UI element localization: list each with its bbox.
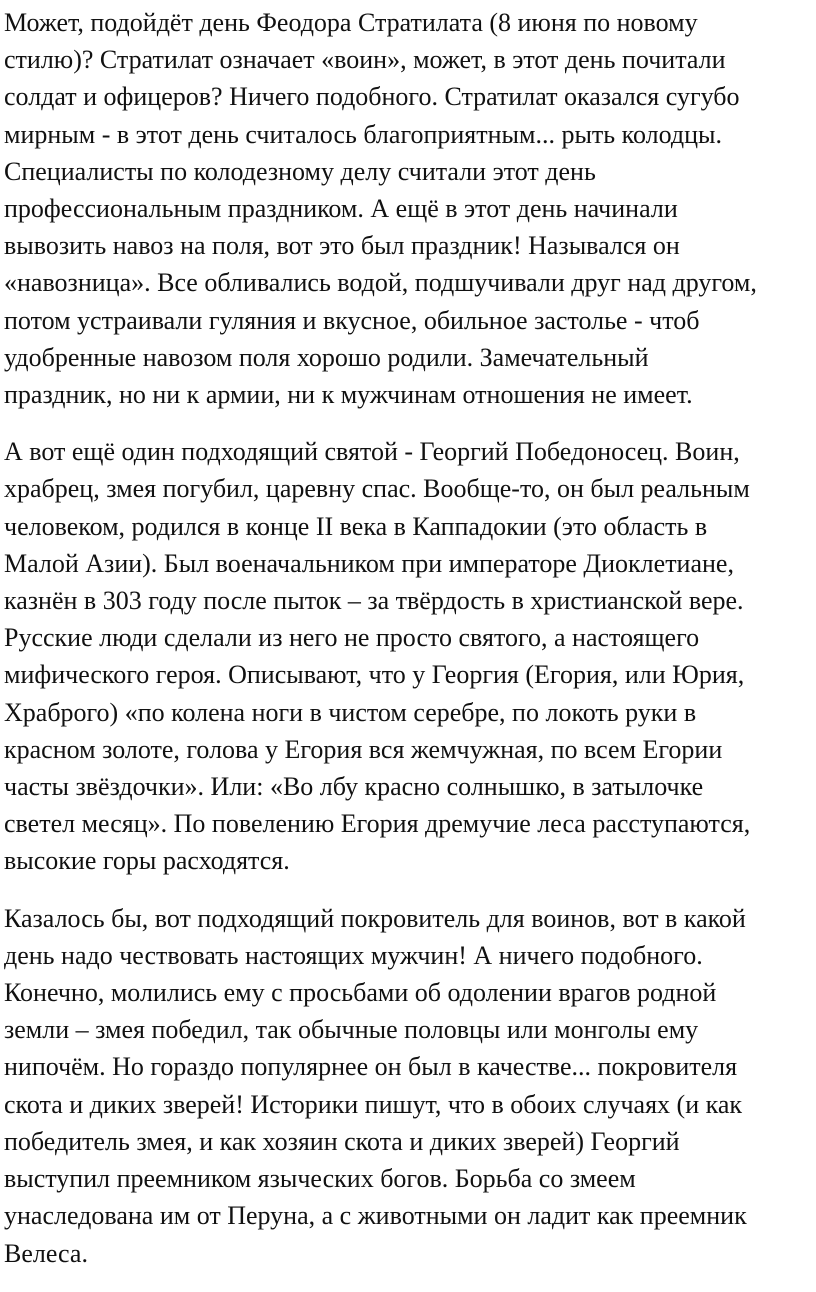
text-line: удобренные навозом поля хорошо родили. Замечательный bbox=[4, 342, 649, 372]
text-line: стилю)? Стратилат означает «воин», может, в этот день почитали bbox=[4, 45, 726, 75]
text-line: красном золоте, голова у Егория вся жемчужная, по всем Егории bbox=[4, 734, 723, 764]
text-line: человеком, родился в конце II века в Каппадокии (это область в bbox=[4, 511, 708, 541]
text-line: скота и диких зверей! Историки пишут, что в обоих случаях (и как bbox=[4, 1089, 743, 1119]
text-line: победитель змея, и как хозяин скота и диких зверей) Георгий bbox=[4, 1126, 680, 1156]
text-line: унаследована им от Перуна, а с животными он ладит как преемник bbox=[4, 1201, 747, 1231]
text-line: нипочём. Но гораздо популярнее он был в качестве... покровителя bbox=[4, 1052, 738, 1082]
text-line: Конечно, молились ему с просьбами об одолении врагов родной bbox=[4, 978, 717, 1008]
text-line: Русские люди сделали из него не просто святого, а настоящего bbox=[4, 623, 700, 653]
text-line: высокие горы расходятся. bbox=[4, 846, 290, 876]
text-line: светел месяц». По повелению Егория дремучие леса расступаются, bbox=[4, 809, 751, 839]
text-line: храбрец, змея погубил, царевну спас. Вообще-то, он был реальным bbox=[4, 474, 750, 504]
text-line: Казалось бы, вот подходящий покровитель для воинов, вот в какой bbox=[4, 903, 746, 933]
paragraph-1 bbox=[4, 4, 812, 413]
document-page bbox=[4, 4, 812, 1292]
text-line: Малой Азии). Был военачальником при императоре Диоклетиане, bbox=[4, 548, 734, 578]
text-line: земли – змея победил, так обычные половцы или монголы ему bbox=[4, 1015, 699, 1045]
text-line: Специалисты по колодезному делу считали этот день bbox=[4, 156, 596, 186]
paragraph-2 bbox=[4, 433, 812, 879]
text-line: А вот ещё один подходящий святой - Георгий Победоносец. Воин, bbox=[4, 437, 740, 467]
text-line: праздник, но ни к армии, ни к мужчинам отношения не имеет. bbox=[4, 380, 693, 410]
text-line: казнён в 303 году после пыток – за твёрдость в христианской вере. bbox=[4, 586, 744, 616]
text-line: Может, подойдёт день Феодора Стратилата (8 июня по новому bbox=[4, 8, 698, 37]
text-line: солдат и офицеров? Ничего подобного. Стратилат оказался сугубо bbox=[4, 82, 740, 112]
text-line: потом устраивали гуляния и вкусное, обильное застолье - чтоб bbox=[4, 305, 700, 335]
paragraph-3 bbox=[4, 900, 812, 1272]
text-line: «навозница». Все обливались водой, подшучивали друг над другом, bbox=[4, 268, 757, 298]
text-line: день надо чествовать настоящих мужчин! А ничего подобного. bbox=[4, 940, 703, 970]
text-line: Храброго) «по колена ноги в чистом серебре, по локоть руки в bbox=[4, 697, 697, 727]
text-line: профессиональным праздником. А ещё в этот день начинали bbox=[4, 194, 678, 224]
text-line: Велеса. bbox=[4, 1238, 88, 1268]
text-line: вывозить навоз на поля, вот это был праздник! Назывался он bbox=[4, 231, 680, 261]
text-line: часты звёздочки». Или: «Во лбу красно солнышко, в затылочке bbox=[4, 772, 704, 802]
text-line: мифического героя. Описывают, что у Георгия (Егория, или Юрия, bbox=[4, 660, 745, 690]
text-line: мирным - в этот день считалось благоприятным... рыть колодцы. bbox=[4, 119, 722, 149]
text-line: выступил преемником языческих богов. Борьба со змеем bbox=[4, 1164, 636, 1194]
